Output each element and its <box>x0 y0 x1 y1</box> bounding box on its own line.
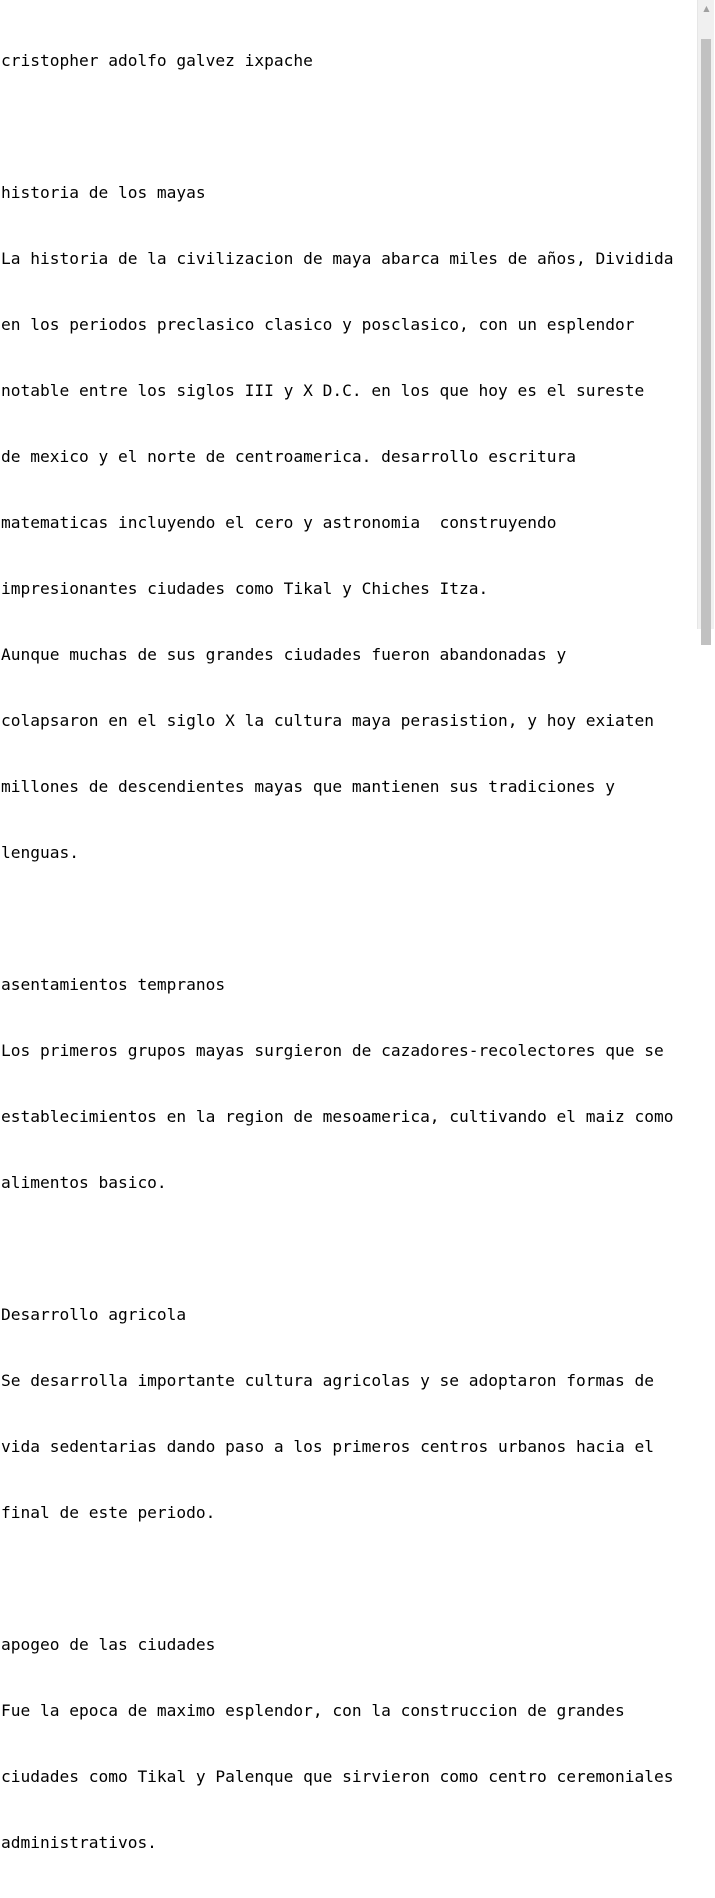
document-line <box>1 1568 696 1590</box>
document-line: millones de descendientes mayas que mantienen sus tradiciones y <box>1 777 615 796</box>
document-line: impresionantes ciudades como Tikal y Chiches Itza. <box>1 579 489 598</box>
document-line: cristopher adolfo galvez ixpache <box>1 51 313 70</box>
document-line: lenguas. <box>1 843 79 862</box>
document-line: establecimientos en la region de mesoamerica, cultivando el maiz como <box>1 1107 674 1126</box>
document-line: ciudades como Tikal y Palenque que sirvieron como centro ceremoniales <box>1 1767 674 1786</box>
document-line <box>1 908 696 930</box>
document-line: asentamientos tempranos <box>1 975 226 994</box>
scroll-track[interactable] <box>698 17 715 629</box>
document-line: La historia de la civilizacion de maya abarca miles de años, Dividida <box>1 249 674 268</box>
document-line <box>1 1238 696 1260</box>
triangle-up-icon: ▲ <box>703 4 710 13</box>
document-line: historia de los mayas <box>1 183 206 202</box>
document-line: colapsaron en el siglo X la cultura maya perasistion, y hoy exiaten <box>1 711 654 730</box>
document-line: vida sedentarias dando paso a los primeros centros urbanos hacia el <box>1 1437 654 1456</box>
document-line: de mexico y el norte de centroamerica. desarrollo escritura <box>1 447 576 466</box>
document-line: Se desarrolla importante cultura agricolas y se adoptaron formas de <box>1 1371 654 1390</box>
document-line: notable entre los siglos III y X D.C. en los que hoy es el sureste <box>1 381 645 400</box>
scroll-thumb[interactable] <box>701 39 711 645</box>
document-line <box>1 116 696 138</box>
document-line: Aunque muchas de sus grandes ciudades fueron abandonadas y <box>1 645 567 664</box>
document-line: alimentos basico. <box>1 1173 167 1192</box>
document-line: matematicas incluyendo el cero y astronomia construyendo <box>1 513 557 532</box>
document-line: administrativos. <box>1 1833 157 1852</box>
document-line: Los primeros grupos mayas surgieron de cazadores-recolectores que se <box>1 1041 664 1060</box>
document-line: apogeo de las ciudades <box>1 1635 216 1654</box>
scroll-up-button[interactable] <box>698 0 715 17</box>
document-line: Fue la epoca de maximo esplendor, con la construccion de grandes <box>1 1701 625 1720</box>
vertical-scrollbar[interactable] <box>697 0 714 629</box>
document-line: en los periodos preclasico clasico y posclasico, con un esplendor <box>1 315 635 334</box>
document-line: Desarrollo agricola <box>1 1305 187 1324</box>
document-line: final de este periodo. <box>1 1503 216 1522</box>
